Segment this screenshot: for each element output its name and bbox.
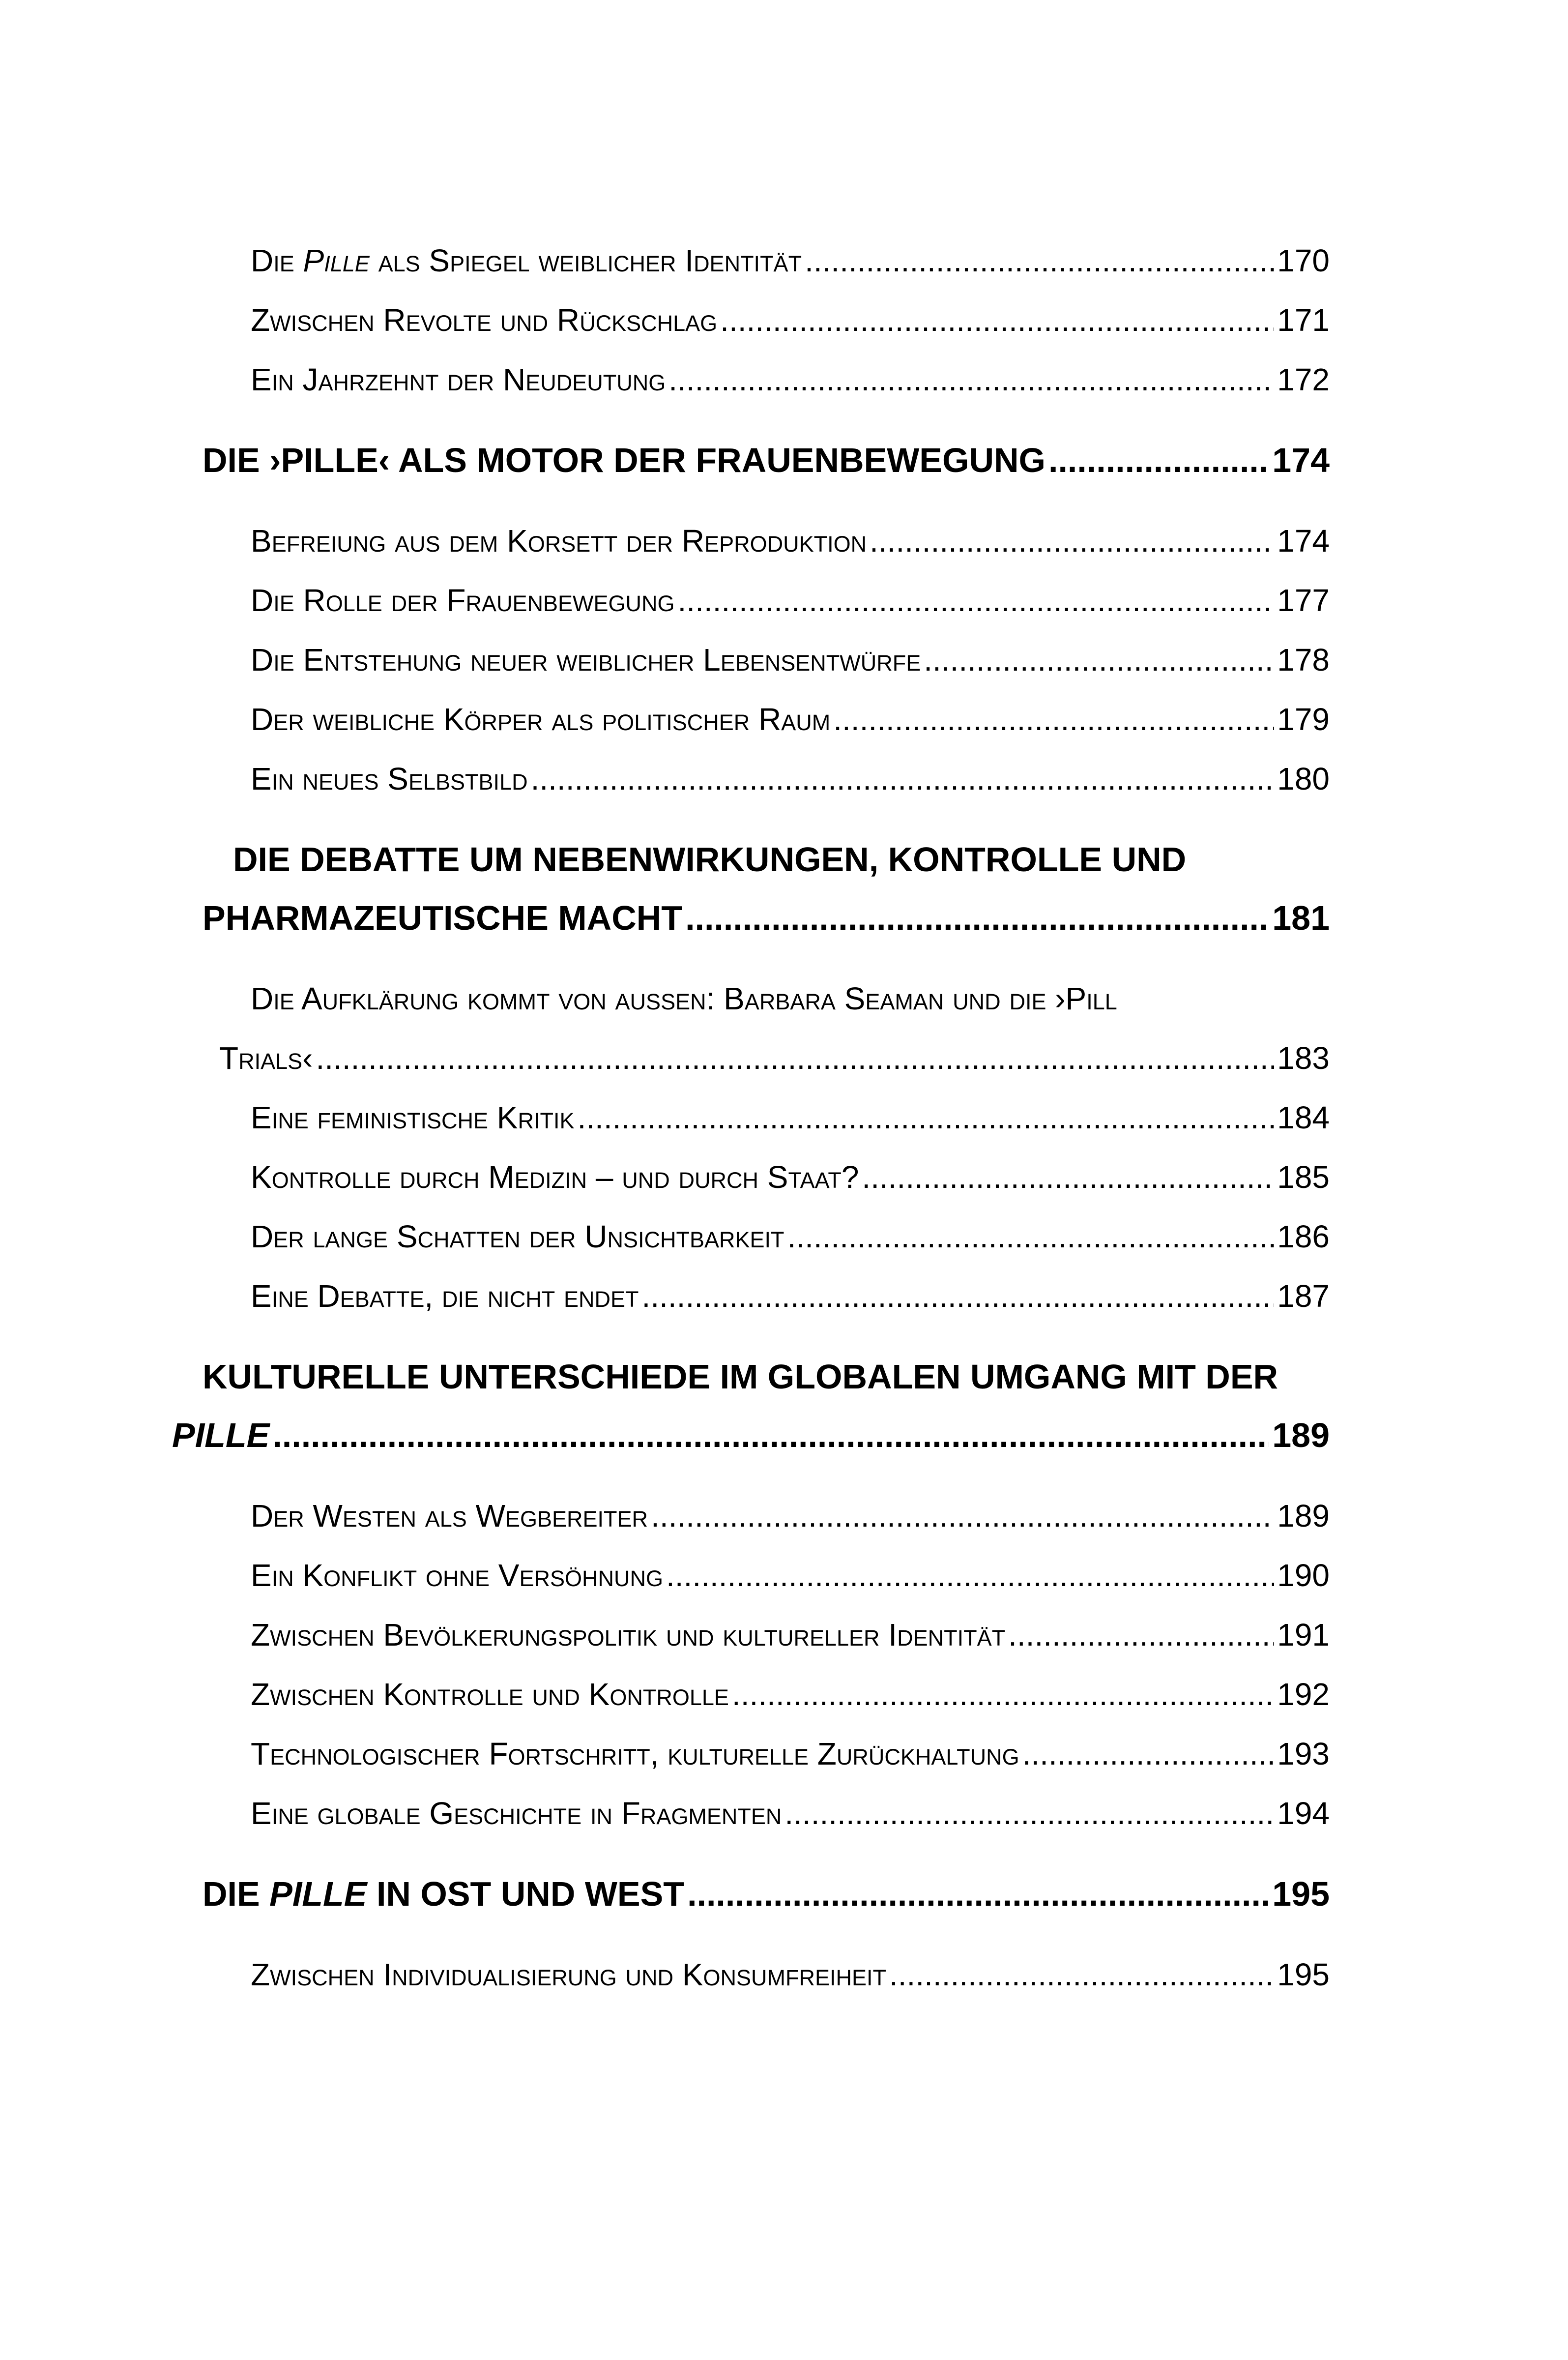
dot-leader (678, 571, 1275, 630)
toc-page-number: 178 (1277, 642, 1330, 678)
toc-page-number: 183 (1277, 1040, 1330, 1076)
toc-entry-title: Die Entstehung neuer weiblicher Lebensentwürfe (251, 642, 921, 678)
toc-entry[interactable] (172, 1784, 1330, 1843)
dot-leader (272, 1406, 1269, 1465)
dot-leader (787, 1207, 1275, 1267)
dot-leader (668, 350, 1274, 410)
toc-page-number: 189 (1277, 1498, 1330, 1534)
toc-chapter-title: DIE PILLE IN OST UND WEST (203, 1875, 685, 1913)
toc-page-number: 185 (1277, 1159, 1330, 1195)
dot-leader (720, 291, 1274, 350)
toc-page-number: 189 (1272, 1416, 1330, 1454)
toc-page-number: 174 (1272, 441, 1330, 479)
toc-page-number: 194 (1277, 1796, 1330, 1831)
toc-chapter-title: DIE ›PILLE‹ ALS MOTOR DER FRAUENBEWEGUNG (203, 441, 1045, 479)
toc-entry[interactable] (172, 630, 1330, 690)
toc-entry-title-line2: Trials‹ ..... 183 (172, 1029, 1330, 1088)
dot-leader (642, 1267, 1275, 1326)
dot-leader (805, 231, 1274, 291)
toc-entry[interactable] (172, 231, 1330, 291)
toc-chapter-title-line2: PILLE ..... 189 (172, 1406, 1330, 1465)
toc-entry-title: Ein Konflikt ohne Versöhnung (251, 1558, 663, 1593)
dot-leader (316, 1029, 1274, 1088)
toc-page-number: 179 (1277, 702, 1330, 737)
dot-leader (889, 1945, 1274, 2005)
toc-page-number: 171 (1277, 302, 1330, 338)
dot-leader (687, 1865, 1269, 1923)
table-of-contents (172, 231, 1330, 2005)
toc-page-number: 195 (1272, 1875, 1330, 1913)
toc-page-number: 193 (1277, 1736, 1330, 1771)
toc-page-number: 192 (1277, 1677, 1330, 1712)
toc-entry-wrapped[interactable] (172, 969, 1330, 1088)
dot-leader (1048, 431, 1269, 490)
toc-entry[interactable] (172, 1267, 1330, 1326)
toc-page-number: 195 (1277, 1957, 1330, 1992)
toc-entry-title: Ein neues Selbstbild (251, 761, 528, 796)
toc-entry[interactable] (172, 291, 1330, 350)
dot-leader (862, 1148, 1274, 1207)
toc-entry[interactable] (172, 749, 1330, 809)
toc-chapter-title-line1: KULTURELLE UNTERSCHIEDE IM GLOBALEN UMGANG MIT DER (203, 1357, 1278, 1396)
toc-entry[interactable] (172, 1486, 1330, 1546)
toc-entry[interactable] (172, 690, 1330, 749)
toc-page-number: 186 (1277, 1219, 1330, 1254)
toc-chapter[interactable] (172, 1865, 1330, 1923)
toc-entry-title: Zwischen Bevölkerungspolitik und kultureller Identität (251, 1617, 1006, 1652)
toc-entry-title: Der weibliche Körper als politischer Raum (251, 702, 831, 737)
toc-page-number: 170 (1277, 243, 1330, 278)
toc-entry-title: Zwischen Individualisierung und Konsumfreiheit (251, 1957, 886, 1992)
dot-leader (833, 690, 1274, 749)
toc-entry[interactable] (172, 1665, 1330, 1724)
toc-page-number: 191 (1277, 1617, 1330, 1652)
toc-entry-title: Eine feministische Kritik (251, 1100, 575, 1135)
toc-entry-title: Die Rolle der Frauenbewegung (251, 583, 675, 618)
dot-leader (1008, 1605, 1274, 1665)
toc-entry[interactable] (172, 511, 1330, 571)
toc-entry[interactable] (172, 1088, 1330, 1148)
toc-entry[interactable] (172, 1605, 1330, 1665)
dot-leader (924, 630, 1274, 690)
toc-entry[interactable] (172, 1724, 1330, 1784)
toc-entry-title-line1: Die Aufklärung kommt von außen: Barbara Seaman und die ›Pill (251, 981, 1117, 1016)
toc-entry-title: Befreiung aus dem Korsett der Reproduktion (251, 523, 867, 559)
toc-entry[interactable] (172, 1945, 1330, 2005)
toc-entry-title: Zwischen Revolte und Rückschlag (251, 302, 718, 338)
toc-page-number: 174 (1277, 523, 1330, 559)
toc-page-number: 180 (1277, 761, 1330, 796)
dot-leader (577, 1088, 1274, 1148)
toc-entry-title: Die Pille als Spiegel weiblicher Identität (251, 243, 802, 278)
toc-entry[interactable] (172, 1207, 1330, 1267)
toc-page-number: 172 (1277, 362, 1330, 397)
toc-chapter[interactable] (172, 830, 1330, 937)
toc-entry-title: Eine globale Geschichte in Fragmenten (251, 1796, 782, 1831)
toc-chapter[interactable] (172, 1348, 1330, 1465)
dot-leader (531, 749, 1275, 809)
dot-leader (870, 511, 1274, 571)
toc-entry-title: Zwischen Kontrolle und Kontrolle (251, 1677, 729, 1712)
toc-page-number: 181 (1272, 899, 1330, 937)
toc-entry-title: Eine Debatte, die nicht endet (251, 1278, 639, 1314)
toc-chapter-title-line1: DIE DEBATTE UM NEBENWIRKUNGEN, KONTROLLE UND (233, 840, 1187, 879)
toc-page-number: 184 (1277, 1100, 1330, 1135)
toc-entry[interactable] (172, 350, 1330, 410)
dot-leader (1022, 1724, 1275, 1784)
toc-entry[interactable] (172, 1148, 1330, 1207)
toc-page-number: 177 (1277, 583, 1330, 618)
toc-entry-title: Der Westen als Wegbereiter (251, 1498, 648, 1534)
toc-entry[interactable] (172, 571, 1330, 630)
dot-leader (666, 1546, 1274, 1605)
dot-leader (784, 1784, 1274, 1843)
dot-leader (685, 889, 1269, 947)
toc-chapter[interactable] (172, 431, 1330, 490)
toc-entry-title: Der lange Schatten der Unsichtbarkeit (251, 1219, 784, 1254)
toc-page-number: 190 (1277, 1558, 1330, 1593)
toc-page-number: 187 (1277, 1278, 1330, 1314)
toc-entry-title: Ein Jahrzehnt der Neudeutung (251, 362, 666, 397)
dot-leader (651, 1486, 1274, 1546)
toc-entry[interactable] (172, 1546, 1330, 1605)
dot-leader (732, 1665, 1274, 1724)
toc-entry-title: Technologischer Fortschritt, kulturelle Zurückhaltung (251, 1736, 1019, 1771)
toc-chapter-title-line2: PHARMAZEUTISCHE MACHT ..... 181 (203, 889, 1330, 947)
toc-entry-title: Kontrolle durch Medizin – und durch Staat? (251, 1159, 859, 1195)
